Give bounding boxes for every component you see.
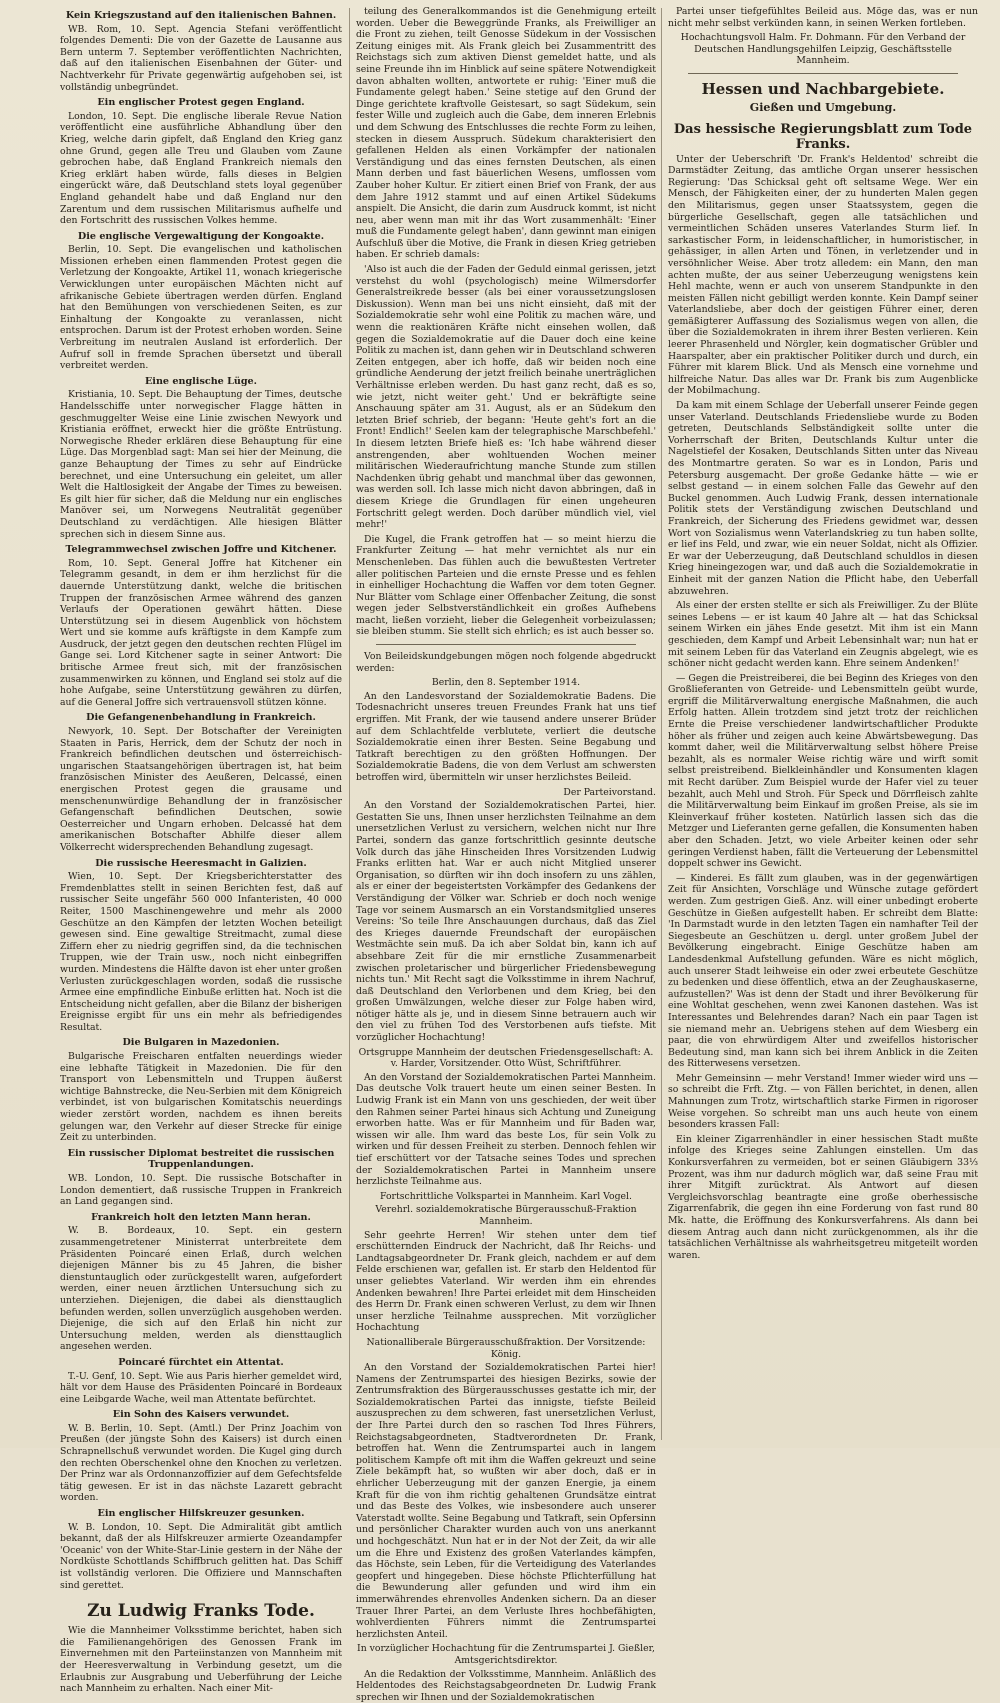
article-text: Als einer der ersten stellte er sich als Freiwilliger. Zu der Blüte seines Lebens — er ist kaum 40 Jahre alt — hat das Schicksal seinem Wirken ein jähes Ende gesetzt. Mit ihm ist ein Mann geschieden, dem Kampf und Arbeit Lebensinhalt war; nun hat er mit seinem Leben für das Vaterland ein Zeugnis abgelegt, wie es schöner nicht gedacht werden kann. Ehre seinem Andenken!' xyxy=(668,600,978,670)
article-heading: Ein Sohn des Kaisers verwundet. xyxy=(112,1409,290,1421)
signature: Nationalliberale Bürgerausschußfraktion. Der Vorsitzende: König. xyxy=(366,1336,646,1360)
article-heading: Die Gefangenenbehandlung in Frankreich. xyxy=(86,712,316,724)
column-rule xyxy=(349,8,350,1440)
article-heading: Die Bulgaren in Mazedonien. xyxy=(122,1037,280,1049)
article-text: Bulgarische Freischaren entfalten neuerdings wieder eine lebhafte Tätigkeit in Mazedonien. Die für den Transport von Lebensmitteln und Truppen äußerst wichtige Bahnstrecke, die Neu-Serbien mit dem Königreich verbindet, ist von bulgarischen Komitatschis neuerdings wieder zerstört worden, nachdem es ihnen bereits gelungen war, den Verkehr auf dieser Strecke für einige Zeit zu unterbinden. xyxy=(60,1051,342,1144)
article-text: Mehr Gemeinsinn — mehr Verstand! Immer wieder wird uns — so schreibt die Frft. Ztg. — von Fällen berichtet, in denen, allen Mahnungen zum Trotz, wirtschaftlich starke Firmen in rigoroser Weise vorgehen. So schreibt man uns auch heute von einem besonders krassen Fall: xyxy=(668,1072,978,1131)
article-heading: Ein englischer Protest gegen England. xyxy=(97,97,305,109)
article-text: WB. Rom, 10. Sept. Agencia Stefani veröffentlicht folgendes Dementi: Die von der Gazette de Lausanne aus Bern unterm 7. September veröffentlichten Nachrichten, daß auf den italienischen Eisenbahnen der Güter- und Nachtverkehr für Private gegenwärtig aufgehoben sei, ist vollständig unbegründet. xyxy=(60,23,342,93)
article-text: London, 10. Sept. Die englische liberale Revue Nation veröffentlicht eine ausführliche Abhandlung über den Krieg, welche darin gipfelt, daß England den Krieg ganz ohne Grund, gegen alle Treu und Glauben vom Zaune gebrochen habe, daß England Frankreich niemals den Krieg erklärt haben würde, falls dieses in Belgien eingerückt wäre, daß Deutschland stets loyal gegenüber England gehandelt habe und daß England nur den Zarentum und dem russischen Militarismus aufhelfe und den Fortschritt des russischen Volkes hemme. xyxy=(60,110,342,227)
article-text: An den Vorstand der Sozialdemokratischen Partei hier! Namens der Zentrumspartei des hiesigen Bezirks, sowie der Zentrumsfraktion des Bürgerausschusses gestatte ich mir, der Sozialdemokratischen Partei das innigste, tiefste Beileid auszusprechen zu dem schweren, fast unersetzlichen Verlust, der Ihre Partei durch den so raschen Tod Ihres Führers, Reichstagsabgeordneten, Stadtverordneten Dr. Frank, betroffen hat. Wenn die Zentrumspartei auch in langem politischem Kampfe oft mit ihm die Waffen gekreuzt und seine Ziele bekämpft hat, so wußten wir aber doch, daß er in ehrlicher Ueberzeugung mit der ganzen Energie, ja einem Kraft für die von ihm richtig gehaltenen Grundsätze eintrat und das Beste des Volkes, wie insbesondere auch unserer Vaterstadt wollte. Seine Begabung und Tatkraft, sein Opfersinn und persönlicher Charakter wurden auch von uns anerkannt und hochgeschätzt. Nun hat er in der Not der Zeit, da wir alle um die Ehre und Existenz des großen Vaterlandes kämpfen, das Höchste, sein Leben, für die Verteidigung des Vaterlandes geopfert und hingegeben. Diese höchste Pflichterfüllung hat die Bewunderung aller gefunden und wird ihm ein immerwährendes ehrenvolles Andenken sichern. Da an dieser Trauer Ihrer Partei, an dem Verluste Ihres hochbefähigten, wohlverdienten Führers nimmt die Zentrumspartei herzlichsten Anteil. xyxy=(356,1362,656,1640)
article-heading: Das hessische Regierungsblatt zum Tode Franks. xyxy=(673,121,973,152)
article-text: T.-U. Genf, 10. Sept. Wie aus Paris hierher gemeldet wird, hält vor dem Hause des Präsidenten Poincaré in Bordeaux eine Leibgarde Wache, weil man Attentate befürchtet. xyxy=(60,1370,342,1405)
article-heading: Kein Kriegszustand auf den italienischen Bahnen. xyxy=(65,10,337,21)
article-heading: Die russische Heeresmacht in Galizien. xyxy=(95,857,307,869)
divider xyxy=(688,73,958,74)
column-right xyxy=(668,6,978,1442)
article-text: An den Vorstand der Sozialdemokratischen Partei, hier. Gestatten Sie uns, Ihnen unser herzlichsten Teilnahme an dem unersetzlichen Verlust zu versichern, welchen nicht nur Ihre Partei, sondern das ganze fortschrittlich gesinnte deutsche Volk durch das jähe Hinscheiden Ihres Vorsitzenden Ludwig Franks erlitten hat. War er auch nicht Mitglied unserer Organisation, so dürften wir ihn doch insofern zu uns zählen, als er einer der begeistertsten Vorkämpfer des Gedankens der Verständigung der Völker war. Schrieb er doch noch wenige Tage vor seinem Ausmarsch an ein Vorstandsmitglied unseres Vereins: 'So teile Ihre Anschauungen durchaus, daß das Ziel des Krieges dauernde Freundschaft der europäischen Westmächte sein muß. Da ich aber Soldat bin, kann ich auf absehbare Zeit für die mir ernstliche Zusammenarbeit zwischen proletarischer und bürgerlicher Friedensbewegung nichts tun.' Mit Recht sagt die Volksstimme in ihrem Nachruf, daß Deutschland den Verlorbenen und dem Krieg, bei den großen Umwälzungen, welche dieser zur Folge haben wird, nötiger hätte als je, und in diesem Sinne betrauern auch wir den viel zu frühen Tod des Verstorbenen aufs tiefste. Mit vorzüglicher Hochachtung! xyxy=(356,800,656,1044)
article-heading: Poincaré fürchtet ein Attentat. xyxy=(118,1356,284,1368)
article-text: Von Beileidskundgebungen mögen noch folgende abgedruckt werden: xyxy=(356,651,656,674)
article-text: An den Vorstand der Sozialdemokratischen Partei Mannheim. Das deutsche Volk trauert heute um einen seiner Besten. In Ludwig Frank ist ein Mann von uns geschieden, der weit über den Rahmen seiner Partei hinaus sich Achtung und Zuneigung erworben hatte. Was er für Mannheim und für Baden war, wissen wir alle. Ihm ward das beste Los, für sein Volk zu wirken und für dessen Freiheit zu sterben. Dennoch fehlen wir tief erschüttert vor der Tatsache seines Todes und sprechen der Sozialdemokratischen Partei in Mannheim unsere herzlichste Teilnahme aus. xyxy=(356,1071,656,1188)
divider xyxy=(376,644,636,645)
article-heading: Die englische Vergewaltigung der Kongoakte. xyxy=(77,230,325,242)
article-text: Kristiania, 10. Sept. Die Behauptung der Times, deutsche Handelsschiffe unter norwegischer Flagge hätten in geschmuggelter Weise eine Linie zwischen Newyork und Kristiania eröffnet, erweckt hier die größte Entrüstung. Norwegische Rheder erklären diese Behauptung für eine Lüge. Das Morgenblad sagt: Man sei hier der Meinung, die ganze Behauptung der Times zu sehr auf Eindrücke berechnet, und eine Untersuchung ein geleitet, um aller Welt die Haltlosigkeit der Angabe der Times zu beweisen. Es gilt hier für sicher, daß die Meldung nur ein englisches Manöver sei, um Norwegens Neutralität gegenüber Deutschland zu verdächtigen. Alle hiesigen Blätter sprechen sich in diesem Sinne aus. xyxy=(60,389,342,540)
article-heading: Frankreich holt den letzten Mann heran. xyxy=(91,1211,311,1223)
article-heading: Ein russischer Diplomat bestreitet die russischen Truppenlandungen. xyxy=(67,1147,335,1171)
main-headline: Zu Ludwig Franks Tode. xyxy=(87,1601,315,1622)
article-text: Wie die Mannheimer Volksstimme berichtet, haben sich die Familienangehörigen des Genossen Frank im Einvernehmen mit den Parteiinstanzen von Mannheim mit der Heeresverwaltung in Verbindung gesetzt, um die Erlaubnis zur Ausgrabung und Ueberführung der Leiche nach Mannheim zu erhalten. Nach einer Mit- xyxy=(60,1625,342,1695)
article-text: W. B. London, 10. Sept. Die Admiralität gibt amtlich bekannt, daß der als Hilfskreuzer armierte Ozeandampfer 'Oceanic' von der White-Star-Linie gestern in der Nähe der Nordküste Schottlands Schiffbruch gelitten hat. Das Schiff ist vollständig verloren. Die Offiziere und Mannschaften sind gerettet. xyxy=(60,1521,342,1591)
article-text: — Kinderei. Es fällt zum glauben, was in der gegenwärtigen Zeit für Ansichten, Vorschläge und Wünsche zutage gefördert werden. Zum gestrigen Gieß. Anz. will einer unbedingt eroberte Geschütze in Gießen aufgestellt haben. Er schreibt dem Blatte: 'In Darmstadt wurde in den letzten Tagen ein namhafter Teil der Siegesbeute an Geschützen u. dergl. unter großem Jubel der Bevölkerung eingebracht. Einige Geschütze haben am Landesdenkmal Aufstellung gefunden. Wäre es nicht möglich, auch unserer Stadt leihweise ein oder zwei erbeutete Geschütze zu bedenken und diese öffentlich, etwa an der Zeughauskaserne, aufzustellen?' Was ist denn der Stadt und ihrer Bevölkerung für eine Wohltat geschehen, wenn zwei Kanonen dastehen. Was ist Interessantes und Belehrendes daran? Nach ein paar Tagen ist sie niemand mehr an. Uebrigens stehen auf dem Wiesberg ein paar, die von ehrwürdigem Alter und zweifellos historischer Bedeutung sind, man kann sich bei ihrem Anblick in die Zeiten des Ritterwesens versetzen. xyxy=(668,872,978,1070)
signature: In vorzüglicher Hochachtung für die Zentrumspartei J. Gießler, Amtsgerichtsdirektor. xyxy=(357,1643,655,1666)
article-heading: Ein englischer Hilfskreuzer gesunken. xyxy=(97,1508,305,1520)
section-title: Hessen und Nachbargebiete. xyxy=(701,79,945,98)
article-text: WB. London, 10. Sept. Die russische Botschafter in London dementiert, daß russische Truppen in Frankreich an Land gegangen sind. xyxy=(60,1173,342,1208)
article-text: Ein kleiner Zigarrenhändler in einer hessischen Stadt mußte infolge des Krieges seine Zahlungen einstellen. Um das Konkursverfahren zu vermeiden, bot er seinen Gläubigern 33⅓ Prozent, was ihm nur dadurch möglich war, daß seine Frau mit ihrer Mitgift zurücktrat. Als Antwort auf diesen Vergleichsvorschlag beantragte eine große oberhessische Zigarrenfabrik, die gegen ihn eine Forderung von fast rund 80 Mk. hatte, die Eröffnung des Konkursverfahrens. Als dann bei diesem Antrag auch dann nicht zurückgenommen, als ihr die tatsächlichen Verhältnisse als wahrheitsgetreu mitgeteilt worden waren. xyxy=(668,1133,978,1261)
article-text: Berlin, 10. Sept. Die evangelischen und katholischen Missionen erheben einen flammenden Protest gegen die Verletzung der Kongoakte, Artikel 11, wonach kriegerische Verwicklungen unter europäischen Mächten nicht auf afrikanische Gebiete übertragen werden dürfen. England hat den Bemühungen von verschiedenen Seiten, es zur Einhaltung der Kongoakte zu veranlassen, nicht entsprochen. Darum ist der Protest erhoben worden. Seine Verbreitung im neutralen Ausland ist erforderlich. Der Aufruf soll in fremde Sprachen übersetzt und überall verbreitet werden. xyxy=(60,244,342,372)
article-text: Unter der Ueberschrift 'Dr. Frank's Heldentod' schreibt die Darmstädter Zeitung, das amtliche Organ unserer hessischen Regierung: 'Das Schicksal geht oft seltsame Wege. Wer ein Mensch, der Fähigkeiten einer, der zu hunderten Malen gegen den Militarismus, gegen unser Staatssystem, gegen die bürgerliche Gesellschaft, gegen alle tatsächlichen und vermeintlichen Schäden unseres Vaterlandes Sturm lief. In sarkastischer Form, in leidenschaftlicher, in humoristischer, in gehässiger, in allen Arten und Tönen, in verletzender und in versöhnlicher Weise. Aber trotz alledem: ein Mann, den man achten mußte, der aus seiner Ueberzeugung wenigstens kein Hehl machte, wenn er auch von unserem Standpunkte in den meisten Fällen nicht gebilligt werden konnte. Kein Dampf seiner Vaterlandsliebe, aber doch der geistigen Führer einer, deren gemäßigterer Auffassung des Sozialismus wegen von allen, die über die Sozialdemokraten in ihrem ihrer Besten verlieren. Kein leerer Phrasenheld und Nörgler, kein dogmatischer Grübler und Haarspalter, aber ein praktischer Politiker durch und durch, ein Führer mit klarem Blick. Und als Mensch eine vornehme und hilfreiche Natur. Das alles war Dr. Frank bis zum Augenblicke der Mobilmachung. xyxy=(668,153,978,397)
column-rule xyxy=(661,8,662,1440)
article-text: Wien, 10. Sept. Der Kriegsberichterstatter des Fremdenblattes stellt in seinen Berichten fest, daß auf russischer Seite ungefähr 560 000 Infanteristen, 40 000 Reiter, 1500 Maschinengewehre und mehr als 2000 Geschütze an den Kämpfen der letzten Wochen beteiligt gewesen sind. Eine gewaltige Streitmacht, zumal diese Ziffern eher zu niedrig gegriffen sind, da die technischen Truppen, wie der Train usw., noch nicht einbegriffen wurden. Mindestens die Hälfte davon ist eher unter großen Verlusten zurückgeschlagen worden, sodaß die russische Armee eine empfindliche Einbuße erlitten hat. Noch ist die Entscheidung nicht gefallen, aber die Bilanz der bisherigen Ereignisse ergibt für uns ein mehr als befriedigendes Resultat. xyxy=(60,871,342,1033)
article-text: Die Kugel, die Frank getroffen hat — so meint hierzu die Frankfurter Zeitung — hat mehr vernichtet als nur ein Menschenleben. Das fühlen auch die bewußtesten Vertreter aller politischen Parteien und die ernste Presse und es fehlen in einhelliger Hochachtung die Waffen vor dem toten Gegner. Nur Blätter vom Schlage einer Offenbacher Zeitung, die sonst wegen jeder Selbstverständlichkeit ein großes Aufhebens macht, ließen vorzieht, lieber die Gelegenheit vorbeizulassen; sie bleiben stumm. Sie stellt sich ehrlich; es ist auch besser so. xyxy=(356,533,656,638)
article-heading: Eine englische Lüge. xyxy=(145,375,257,387)
column-middle xyxy=(356,6,656,1703)
article-text: Newyork, 10. Sept. Der Botschafter der Vereinigten Staaten in Paris, Herrick, dem der Schutz der noch in Frankreich befindlichen deutschen und österreichisch-ungarischen Staatsangehörigen übertragen ist, hat beim französischen Minister des Aeußeren, Delcassé, einen energischen Protest gegen die grausame und menschenunwürdige Behandlung der in französischer Gefangenschaft befindlichen Deutschen, sowie Oesterreicher und Ungarn erhoben. Delcassé hat dem amerikanischen Botschafter Abhilfe dieser allem Völkerrecht widersprechenden Behandlung zugesagt. xyxy=(60,726,342,853)
article-text: Rom, 10. Sept. General Joffre hat Kitchener ein Telegramm gesandt, in dem er ihm herzlichst für die dauernde Unterstützung dankt, welche die britischen Truppen der französischen Armee während des ganzen Verlaufs der Operationen gewährt hätten. Diese Unterstützung sei in diesem Augenblick von höchstem Wert und sie komme aufs kräftigste in dem Kampfe zum Ausdruck, der jetzt gegen den deutschen rechten Flügel im Gange sei. Lord Kitchener sagte in seiner Antwort: Die britische Armee freut sich, mit der französischen zusammenwirken zu können, und England sei stolz auf die hohe Aufgabe, seine Unterstützung gewähren zu dürfen, auf die General Joffre sich vertrauensvoll stützen könne. xyxy=(60,557,342,708)
article-text: An den Landesvorstand der Sozialdemokratie Badens. Die Todesnachricht unseres treuen Freundes Frank hat uns tief ergriffen. Mit Frank, der wie tausend andere unserer Brüder auf dem Schlachtfelde verblutete, verliert die deutsche Sozialdemokratie einen ihrer Besten. Seine Begabung und Tatkraft berechtigen zu den größten Hoffnungen. Der Sozialdemokratie Badens, die von dem Verlust am schwersten betroffen wird, übermitteln wir unser herzlichstes Beileid. xyxy=(356,690,656,783)
dateline: Berlin, den 8. September 1914. xyxy=(431,677,581,689)
article-text: 'Also ist auch die der Faden der Geduld einmal gerissen, jetzt verstehst du wohl (psychologisch) meine Wilmersdorfer Generalstreikrede besser (als bei einer voraussetzungslosen Diskussion). Wenn man bei uns nicht einsieht, daß mit der Sozialdemokratie sehr wohl eine Politik zu machen wäre, und wenn die reaktionären Kräfte nicht einsehen wollen, daß gegen die Sozialdemokratie auf die Dauer doch eine keine Politik zu machen ist, dann gehen wir in Deutschland schweren Zeiten entgegen, aber ich hoffe, daß wir beiden noch eine gründliche Aenderung der jetzt freilich beinahe unerträglichen Verhältnisse erleben werden. Du hast ganz recht, daß es so, wie jetzt, nicht weiter geht.' Und er bekräftigte seine Anschauung später am 31. August, als er an Südekum den letzten Brief schrieb, der begann: 'Heute geht's fort an die Front! Endlich!' Seelen kam der telegraphische Marschbefehl.' In diesem letzten Briefe hieß es: 'Ich habe während dieser anstrengenden, aber wohltuenden Wochen meiner militärischen Wiederaufrichtung manche Stunde zum stillen Nachdenken übrig gehabt und manchmal über das gewonnen, was werden soll. Ich lasse mich nicht davon abbringen, daß in diesem Kriege die Grundlagen für einen ungeheuren Fortschritt gelegt werden. Doch darüber mündlich viel, viel mehr!' xyxy=(356,264,656,531)
article-text: W. B. Berlin, 10. Sept. (Amtl.) Der Prinz Joachim von Preußen (der jüngste Sohn des Kaisers) ist durch einen Schrapnellschuß verwundet worden. Die Kugel ging durch den rechten Oberschenkel ohne den Knochen zu verletzen. Der Prinz war als Ordonnanzoffizier auf dem Gefechtsfelde tätig gewesen. Er ist in das nächste Lazarett gebracht worden. xyxy=(60,1422,342,1504)
column-left xyxy=(60,6,342,1695)
article-text: Partei unser tiefgefühltes Beileid aus. Möge das, was er nun nicht mehr selbst verkünden kann, in seinen Werken fortleben. xyxy=(668,6,978,29)
signature: Hochachtungsvoll Halm. Fr. Dohmann. Für den Verband der Deutschen Handlungsgehilfen Leipzig, Geschäftsstelle Mannheim. xyxy=(680,32,966,67)
article-text: An die Redaktion der Volksstimme, Mannheim. Anläßlich des Heldentodes des Reichstagsabgeordneten Dr. Ludwig Frank sprechen wir Ihnen und der Sozialdemokratischen xyxy=(356,1668,656,1703)
signature: Fortschrittliche Volkspartei in Mannheim. Karl Vogel. xyxy=(380,1190,632,1202)
signature: Der Parteivorstand. xyxy=(563,786,656,798)
article-heading: Telegrammwechsel zwischen Joffre und Kitchener. xyxy=(65,544,337,556)
article-text: teilung des Generalkommandos ist die Genehmigung erteilt worden. Ueber die Beweggründe Franks, als Freiwilliger an die Front zu ziehen, teilt Genosse Südekum in der Vossischen Zeitung einiges mit. Als Frank gleich bei Zusammentritt des Reichstags sich zum aktiven Dienst gemeldet hatte, und als seine Freunde ihn im Hinblick auf seine spätere Notwendigkeit davon abhalten wollten, antwortete er ruhig: 'Einer muß die Fundamente gelegt haben.' Seine stetige auf den Grund der Dinge gerichtete kraftvolle Geistesart, so sagt Südekum, sein fester Wille und zugleich auch die Gabe, dem inneren Erlebnis und dem Schwung des Entschlusses die rechte Form zu leihen, stecken in diesem Ausspruch. Südekum charakterisiert den gefallenen Helden als einen Vorkämpfer der nationalen Verständigung und das eines fernsten Deutschen, als einen Mann derben und fast bäuerlichen Wesens, umflossen vom Zauber hoher Kultur. Er zitiert einen Brief von Frank, der aus dem Jahre 1912 stammt und auf einen Artikel Südekums anspielt. Die Ansicht, die darin zum Ausdruck kommt, ist nicht neu, aber wenn man mit ihr das Wort zusammenhält: 'Einer muß die Fundamente gelegt haben', dann gewinnt man einigen Aufschluß über die Motive, die Frank in diesen Krieg getrieben haben. Er schrieb damals: xyxy=(356,6,656,261)
article-text: W. B. Bordeaux, 10. Sept. ein gestern zusammengetretener Ministerrat unterbreitete dem Präsidenten Poincaré einen Erlaß, durch welchen diejenigen Männer bis zu 45 Jahren, die bisher dienstuntauglich oder zurückgestellt waren, aufgefordert werden, einer neuen ärztlichen Untersuchung sich zu unterziehen. Diejenigen, die dabei als diensttauglich befunden werden, sollen unverzüglich ausgehoben werden. Diejenige, die sich auf den Erlaß hin nicht zur Untersuchung melden, werden als diensttauglich angesehen werden. xyxy=(60,1225,342,1353)
address-line: Verehrl. sozialdemokratische Bürgerausschuß-Fraktion Mannheim. xyxy=(375,1204,637,1227)
article-text: Da kam mit einem Schlage der Ueberfall unserer Feinde gegen unser Vaterland. Deutschlands Friedensliebe wurde zu Boden getreten, Deutschlands Selbständigkeit sollte unter die Vorherrschaft der Briten, Deutschlands Kultur unter die Nagelstiefel der Kosaken, Deutschlands Sitten unter das Niveau des Montmartre geraten. So war es in London, Paris und Petersburg ausgemacht. Der große Gedanke hätte — wie er selbst gestand — in einem solchen Falle das Gewehr auf den Buckel genommen. Auch Ludwig Frank, dessen internationale Politik stets der Verständigung zwischen Deutschland und Frankreich, der Sicherung des Friedens gewidmet war, dessen Wort von Sozialismus wenn Vaterlandskrieg zu tun haben sollte, er lief ins Feld, und zwar, wie ein neuer Soldat, nicht als Offizier. Er war der Ueberzeugung, daß Deutschland schuldlos in diesen Krieg hineingezogen war, und daß auch die Sozialdemokratie in Einheit mit der ganzen Nation die Pflicht habe, den Ueberfall abzuwehren. xyxy=(668,400,978,597)
section-subtitle: Gießen und Umgebung. xyxy=(749,100,897,114)
article-text: — Gegen die Preistreiberei, die bei Beginn des Krieges von den Großlieferanten von Getreide- und Lebensmitteln geübt wurde, ergriff die Militärverwaltung energische Maßnahmen, die auch Erfolg hatten. Allein trotzdem sind jetzt trotz der reichlichen Ernte die Preise verschiedener landwirtschaftlicher Produkte höher als früher und zeigen auch keine Abwärtsbewegung. Das kommt daher, weil die Militärverwaltung selbst höhere Preise bezahlt, als es normaler Weise richtig wäre und wirft somit selbst preistreibend. Bielkleinhändler und Konsumenten klagen mit Recht darüber. Zum Beispiel wurde der Hafer viel zu teuer bezahlt, auch Mehl und Stroh. Für Speck und Dörrfleisch zahlte die Militärverwaltung beim Einkauf im großen Preise, als sie im Kleinverkauf früher kosteten. Natürlich lassen sich das die Metzger und Lieferanten gerne gefallen, die Konsumenten haben aber den Schaden. Jetzt, wo viele Arbeiter keinen oder sehr geringen Verdienst haben, fällt die Verteuerung der Lebensmittel doppelt schwer ins Gewicht. xyxy=(668,672,978,870)
signature: Ortsgruppe Mannheim der deutschen Friedensgesellschaft: A. v. Harder, Vorsitzender. Otto Wüst, Schriftführer. xyxy=(358,1046,654,1070)
article-text: Sehr geehrte Herren! Wir stehen unter dem tief erschütternden Eindruck der Nachricht, daß Ihr Reichs- und Landtagsabgeordneter Dr. Frank gleich, nachdem er auf dem Felde erschienen war, gefallen ist. Er starb den Heldentod für unser geliebtes Vaterland. Wir werden ihm ein ehrendes Andenken bewahren! Ihre Partei erleidet mit dem Hinscheiden des Herrn Dr. Frank einen schweren Verlust, zu dem wir Ihnen unser herzliche Teilnahme aussprechen. Mit vorzüglicher Hochachtung xyxy=(356,1229,656,1334)
